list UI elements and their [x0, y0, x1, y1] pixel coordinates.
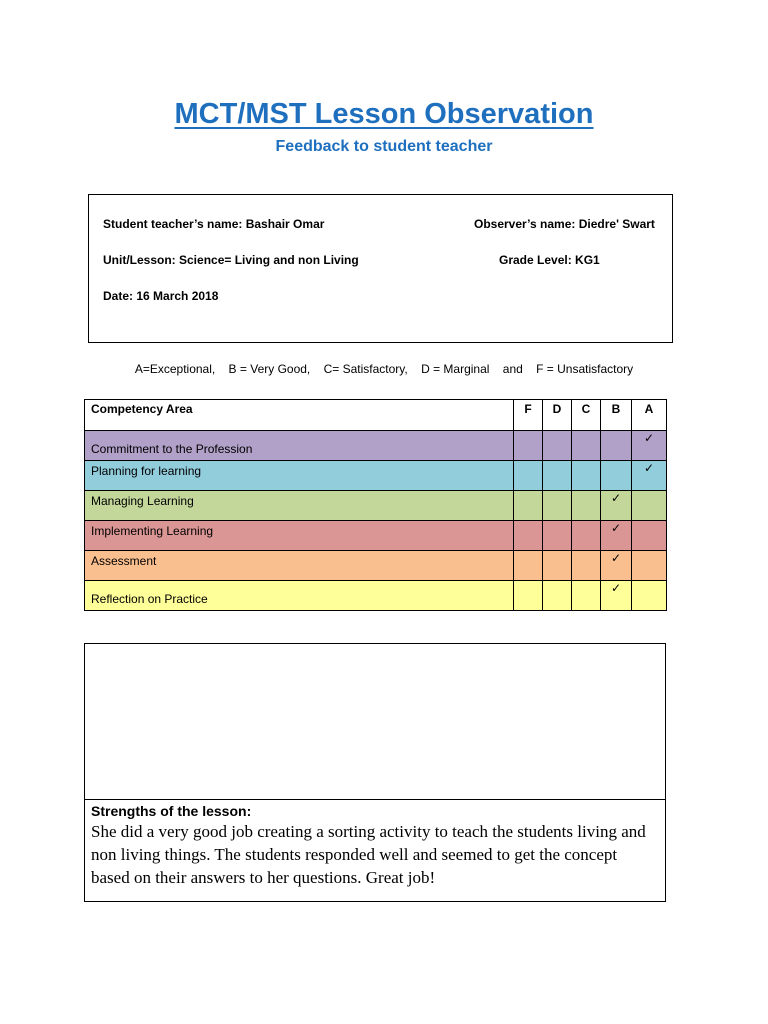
- rating-cell-c: [572, 551, 601, 581]
- table-header-row: [85, 400, 667, 431]
- feedback-blank-area: [85, 644, 665, 800]
- rating-cell-c: [572, 431, 601, 461]
- lesson-date: Date: 16 March 2018: [103, 289, 219, 303]
- check-mark-icon: ✓: [601, 551, 632, 581]
- header-grade-d: D: [543, 400, 572, 431]
- feedback-box: [84, 643, 666, 902]
- rating-cell-a: [632, 491, 667, 521]
- strengths-section: [91, 802, 655, 889]
- rating-cell-d: [543, 491, 572, 521]
- check-mark-icon: ✓: [632, 431, 667, 461]
- rating-cell-d: [543, 461, 572, 491]
- rating-cell-c: [572, 581, 601, 611]
- observer-name: Observer’s name: Diedre' Swart: [474, 217, 655, 231]
- rating-cell-f: [514, 431, 543, 461]
- page-title: [0, 94, 768, 134]
- table-row: [85, 581, 667, 611]
- rating-cell-c: [572, 461, 601, 491]
- lesson-info-box: [88, 194, 673, 343]
- competency-area-label: Planning for learning: [85, 461, 514, 491]
- rating-cell-c: [572, 521, 601, 551]
- competency-area-label: Managing Learning: [85, 491, 514, 521]
- rating-cell-a: [632, 581, 667, 611]
- competency-area-label: Implementing Learning: [85, 521, 514, 551]
- grade-level: Grade Level: KG1: [499, 253, 600, 267]
- table-row: [85, 461, 667, 491]
- table-row: [85, 551, 667, 581]
- rating-cell-d: [543, 521, 572, 551]
- competency-area-label: Commitment to the Profession: [85, 431, 514, 461]
- header-competency-area: Competency Area: [85, 400, 514, 431]
- strengths-heading: Strengths of the lesson:: [91, 803, 252, 819]
- rating-cell-b: [601, 461, 632, 491]
- rating-cell-b: [601, 431, 632, 461]
- rating-legend: A=Exceptional, B = Very Good, C= Satisfactory, D = Marginal and F = Unsatisfactory: [134, 362, 634, 376]
- header-grade-b: B: [601, 400, 632, 431]
- rating-cell-f: [514, 491, 543, 521]
- rating-cell-d: [543, 551, 572, 581]
- check-mark-icon: ✓: [601, 491, 632, 521]
- header-grade-f: F: [514, 400, 543, 431]
- rating-cell-c: [572, 491, 601, 521]
- rating-cell-f: [514, 581, 543, 611]
- rating-cell-d: [543, 431, 572, 461]
- competency-area-label: Reflection on Practice: [85, 581, 514, 611]
- student-name: Student teacher’s name: Bashair Omar: [103, 217, 325, 231]
- rating-cell-f: [514, 551, 543, 581]
- check-mark-icon: ✓: [601, 581, 632, 611]
- competency-area-label: Assessment: [85, 551, 514, 581]
- strengths-text: She did a very good job creating a sorting activity to teach the students living and non living things. The students responded well and seemed to get the concept based on their answers to her questions. Great job!: [91, 822, 646, 887]
- page-title-text: MCT/MST Lesson Observation: [174, 98, 594, 130]
- competency-table: [84, 399, 667, 611]
- page-subtitle: Feedback to student teacher: [275, 138, 493, 155]
- rating-cell-a: [632, 521, 667, 551]
- rating-cell-a: [632, 551, 667, 581]
- rating-cell-f: [514, 461, 543, 491]
- check-mark-icon: ✓: [632, 461, 667, 491]
- rating-cell-f: [514, 521, 543, 551]
- rating-cell-d: [543, 581, 572, 611]
- check-mark-icon: ✓: [601, 521, 632, 551]
- header-grade-a: A: [632, 400, 667, 431]
- table-row: [85, 521, 667, 551]
- table-row: [85, 431, 667, 461]
- unit-lesson: Unit/Lesson: Science= Living and non Living: [103, 253, 359, 267]
- table-row: [85, 491, 667, 521]
- header-grade-c: C: [572, 400, 601, 431]
